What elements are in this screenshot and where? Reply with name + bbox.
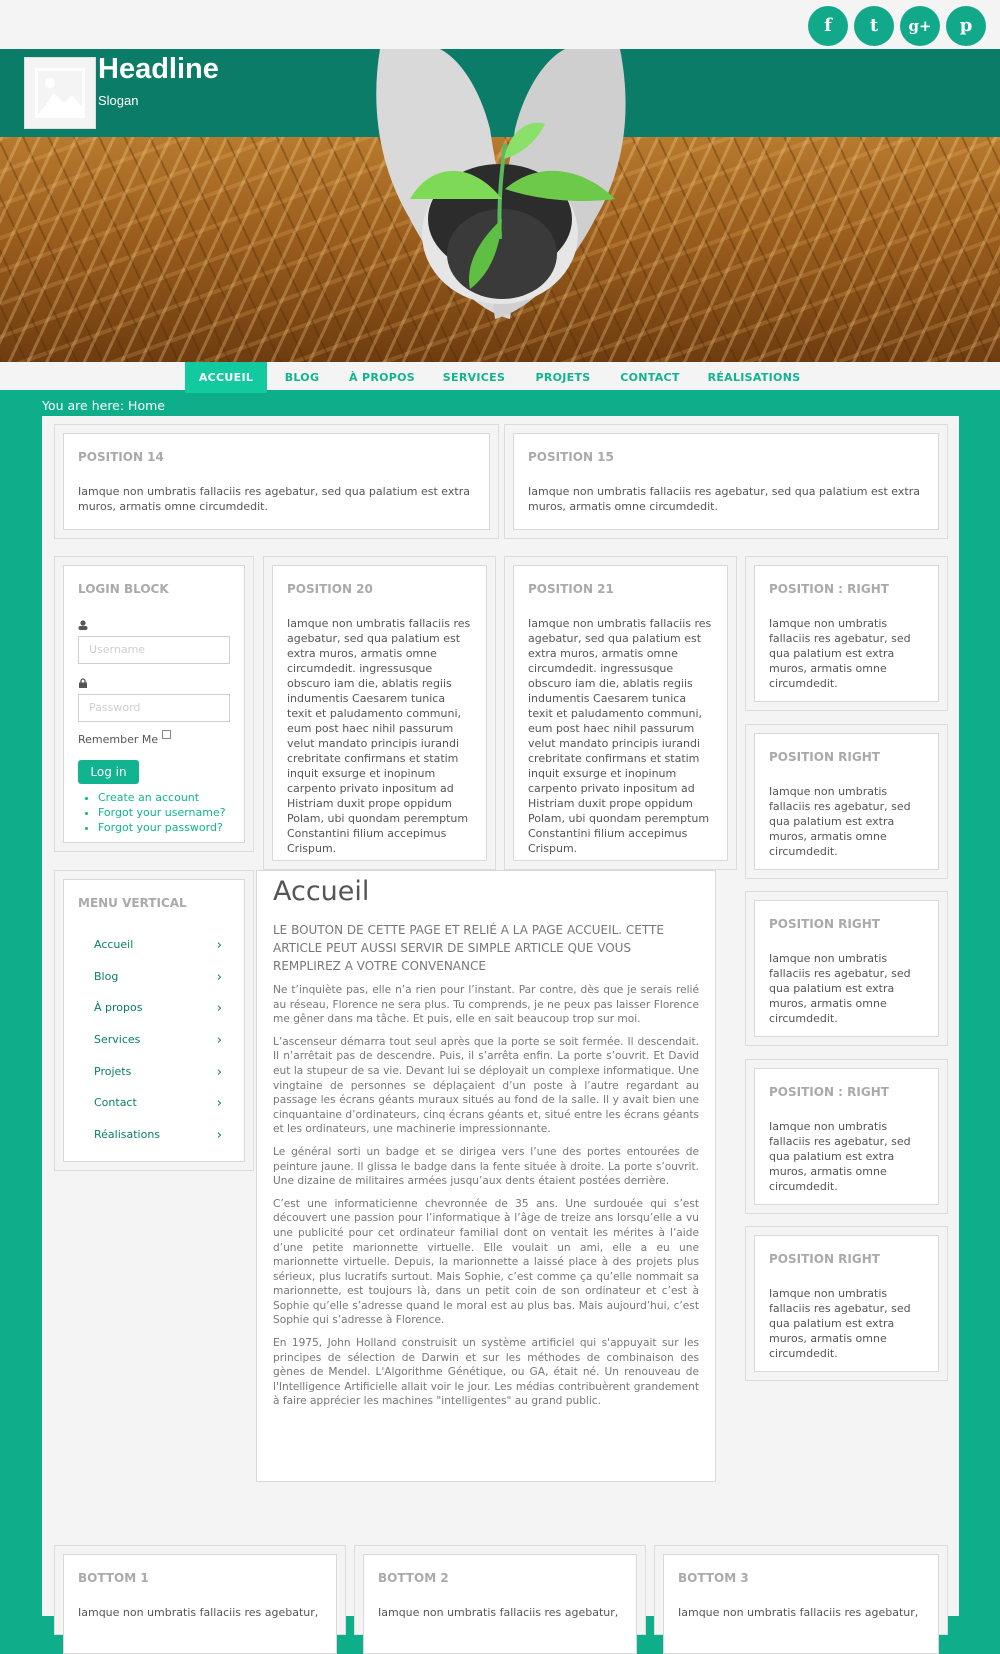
module-text: Iamque non umbratis fallaciis res agebatur, sed qua palatium est extra muros, armatis omne circumdedit.: [769, 785, 911, 858]
remember-me-row: [78, 730, 230, 746]
article-lead: LE BOUTON DE CETTE PAGE ET RELIÉ A LA PAGE ACCUEIL. CETTE ARTICLE PEUT AUSSI SERVIR DE SIMPLE ARTICLE QUE VOUS REMPLIREZ A VOTRE CONVENANCE: [273, 923, 664, 973]
module-position-right-1: [745, 556, 948, 711]
module-position-15: [504, 424, 948, 539]
google-plus-icon[interactable]: g+: [900, 6, 940, 46]
module-text: Iamque non umbratis fallaciis res agebatur, sed qua palatium est extra muros, armatis omne circumdedit.: [769, 1120, 911, 1193]
hands-plant-image: [370, 49, 640, 362]
remember-me-label: Remember Me: [78, 733, 159, 746]
module-text: Iamque non umbratis fallaciis res agebatur, sed qua palatium est extra muros, armatis omne circumdedit.: [528, 485, 920, 513]
module-title: POSITION : RIGHT: [769, 582, 889, 596]
module-title: BOTTOM 1: [78, 1571, 149, 1585]
menu-item-projets[interactable]: [78, 1065, 230, 1097]
module-position-14: [54, 424, 499, 539]
module-text: Iamque non umbratis fallaciis res agebatur,: [678, 1606, 919, 1619]
module-bottom-2: [354, 1545, 646, 1635]
hero-banner: [0, 49, 1000, 362]
module-text: Iamque non umbratis fallaciis res agebatur, sed qua palatium est extra muros, armatis omne circumdedit.: [769, 617, 911, 690]
forgot-username-link[interactable]: • Forgot your username?: [98, 805, 230, 820]
password-input[interactable]: Password: [78, 694, 230, 722]
chevron-right-icon: ›: [216, 1128, 222, 1144]
article-paragraph: Ne t’inquiète pas, elle n’a rien pour l’instant. Par contre, dès que je serais relié au réseau, Florence ne sera plus. Tu comprends, je ne peux pas laisser Florence me gêner dans ma tâche. Et puis, elle en sait beaucoup trop sur moi.: [273, 984, 699, 1026]
nav-accueil[interactable]: ACCUEIL: [185, 362, 267, 393]
nav-contact[interactable]: CONTACT: [620, 371, 680, 384]
module-position-right-5: [745, 1226, 948, 1381]
nav-realisations[interactable]: RÉALISATIONS: [707, 371, 801, 384]
menu-item-label: Blog: [94, 969, 119, 983]
module-text: Iamque non umbratis fallaciis res agebatur, sed qua palatium est extra muros, armatis omne circumdedit.: [769, 952, 911, 1025]
article-title: Accueil: [273, 876, 370, 907]
menu-item-label: Réalisations: [94, 1128, 161, 1142]
chevron-right-icon: ›: [216, 1033, 222, 1049]
menu-item-contact[interactable]: [78, 1096, 230, 1128]
main-nav: [0, 362, 1000, 393]
module-position-right-2: [745, 724, 948, 879]
module-title: POSITION 21: [528, 582, 614, 596]
article-paragraph: En 1975, John Holland construisit un système artificiel qui s'appuyait sur les principes de sélection de Darwin et sur les méthodes de combinaison des gènes de Mendel. L'Algorithme Génétique, ou GA, était né. Un renouveau de l'Intelligence Artificielle allait voir le jour. Les médias contribuèrent grandement à faire apprécier les machines "intelligentes" au grand public.: [273, 1337, 699, 1408]
chevron-right-icon: ›: [216, 1001, 222, 1017]
module-title: BOTTOM 3: [678, 1571, 749, 1585]
forgot-password-link[interactable]: • Forgot your password?: [98, 820, 230, 835]
nav-a-propos[interactable]: À PROPOS: [349, 371, 415, 384]
module-text: Iamque non umbratis fallaciis res agebatur,: [378, 1606, 619, 1619]
user-icon: [78, 620, 88, 630]
module-bottom-3: [654, 1545, 948, 1635]
module-title: POSITION RIGHT: [769, 1252, 880, 1266]
menu-item-label: Services: [94, 1033, 141, 1047]
module-title: MENU VERTICAL: [78, 896, 187, 910]
article-paragraph: Le général sorti un badge et se dirigea vers l’une des portes entourées de peinture jaune. Il glissa le badge dans la fente située à droite. La porte s’ouvrit. Une dizaine de militaires armées jusqu’aux dents étaient postées derrière.: [273, 1145, 699, 1188]
module-position-21: [504, 556, 737, 870]
module-title: LOGIN BLOCK: [78, 582, 169, 596]
nav-services[interactable]: SERVICES: [442, 371, 506, 384]
breadcrumb: You are here: Home: [42, 398, 165, 413]
menu-item-services[interactable]: [78, 1033, 230, 1065]
menu-item-label: Projets: [94, 1064, 132, 1078]
module-text: Iamque non umbratis fallaciis res agebatur, sed qua palatium est extra muros, armatis omne circumdedit. ingressusque obscuro iam die, ablatis regiis indumentis Caesarem tunica texit et paludamento communi, eum post haec nihil passurum velut mandato principis iurandi crebritate confirmans et statim inquit exsurge et inopinum carpento privato inpositum ad Histriam duxit prope oppidum Polam, ubi quondam peremptum Constantini filium accepimus Crispum.: [287, 617, 471, 855]
menu-item-accueil[interactable]: [78, 938, 230, 970]
module-title: POSITION 14: [78, 450, 164, 464]
module-title: POSITION 15: [528, 450, 614, 464]
article-paragraph: L’ascenseur démarra tout seul après que la porte se soit fermée. Il descendait. Il n’arrêtait pas de descendre. Puis, il s’arrêta enfin. La porte s’ouvrit. Et David eut la stupeur de sa vie. Devant lui se déployait un complexe informatique. Une vingtaine de personnes se déplaçaient d’un poste à l’autre regardant au passage les écrans géants muraux situés au fond de la salle. Il y avait bien une cinquantaine d’ordinateurs, cinq écrans géants et, situé entre les écrans géants et les ordinateurs, une machinerie impressionnante.: [273, 1035, 699, 1136]
menu-item-label: Accueil: [94, 938, 134, 951]
remember-me-checkbox[interactable]: [162, 730, 171, 739]
menu-item-realisations[interactable]: [78, 1128, 230, 1160]
module-title: POSITION : RIGHT: [769, 1085, 889, 1099]
site-headline: Headline: [98, 53, 219, 85]
chevron-right-icon: ›: [216, 938, 222, 953]
login-block: [54, 556, 254, 852]
create-account-link[interactable]: • Create an account: [98, 790, 230, 805]
module-position-right-4: [745, 1059, 948, 1214]
module-title: POSITION 20: [287, 582, 373, 596]
chevron-right-icon: ›: [216, 1096, 222, 1112]
main-article: [256, 870, 716, 1482]
module-position-20: [263, 556, 496, 870]
username-input[interactable]: Username: [78, 636, 230, 664]
module-bottom-1: [54, 1545, 346, 1635]
top-bar: [0, 0, 1000, 49]
pinterest-icon[interactable]: p: [946, 6, 986, 46]
menu-item-blog[interactable]: [78, 970, 230, 1002]
nav-blog[interactable]: BLOG: [284, 371, 320, 384]
menu-item-label: À propos: [94, 1001, 143, 1015]
chevron-right-icon: ›: [216, 969, 222, 985]
module-title: BOTTOM 2: [378, 1571, 449, 1585]
menu-item-label: Contact: [94, 1096, 137, 1110]
logo-placeholder-icon[interactable]: [24, 57, 96, 129]
module-text: Iamque non umbratis fallaciis res agebatur, sed qua palatium est extra muros, armatis omne circumdedit.: [769, 1287, 911, 1360]
twitter-icon[interactable]: t: [854, 6, 894, 46]
vertical-menu-list: [78, 938, 230, 1160]
module-title: POSITION RIGHT: [769, 917, 880, 931]
content-area: [42, 416, 959, 1619]
menu-item-a-propos[interactable]: [78, 1001, 230, 1033]
lock-icon: [78, 678, 88, 688]
menu-vertical: [54, 870, 254, 1171]
module-title: POSITION RIGHT: [769, 750, 880, 764]
article-paragraph: C’est une informaticienne chevronnée de 35 ans. Une surdouée qui s’est découvert une passion pour l’informatique à l’âge de treize ans lorsqu’elle a vu une publicité pour cet ordinateur familial dont on ventait les mérites à l’aide d’une petite marionnette virtuelle. Elle voulait un ami, elle a eu une marionnette virtuelle. Depuis, la marionnette a laissé place à des projets plus sérieux, plus lucratifs surtout. Mais Sophie, c’est comme ça qu’elle nommait sa marionnette, est toujours là, dans un petit coin de son ordinateur et c’est à Sophie qu’elle s’adresse quand le moral est au plus bas. Mais aujourd’hui, c’est Sophie qui s’adresse à Florence.: [273, 1197, 699, 1327]
login-links: [78, 790, 230, 835]
facebook-icon[interactable]: f: [808, 6, 848, 46]
site-slogan: Slogan: [98, 93, 139, 108]
chevron-right-icon: ›: [216, 1064, 222, 1080]
module-text: Iamque non umbratis fallaciis res agebatur, sed qua palatium est extra muros, armatis omne circumdedit.: [78, 485, 470, 513]
login-button[interactable]: Log in: [78, 760, 139, 784]
nav-projets[interactable]: PROJETS: [535, 371, 591, 384]
module-text: Iamque non umbratis fallaciis res agebatur, sed qua palatium est extra muros, armatis omne circumdedit. ingressusque obscuro iam die, ablatis regiis indumentis Caesarem tunica texit et paludamento communi, eum post haec nihil passurum velut mandato principis iurandi crebritate confirmans et statim inquit exsurge et inopinum carpento privato inpositum ad Histriam duxit prope oppidum Polam, ubi quondam peremptum Constantini filium accepimus Crispum.: [528, 617, 712, 855]
module-text: Iamque non umbratis fallaciis res agebatur,: [78, 1606, 319, 1619]
module-position-right-3: [745, 891, 948, 1046]
